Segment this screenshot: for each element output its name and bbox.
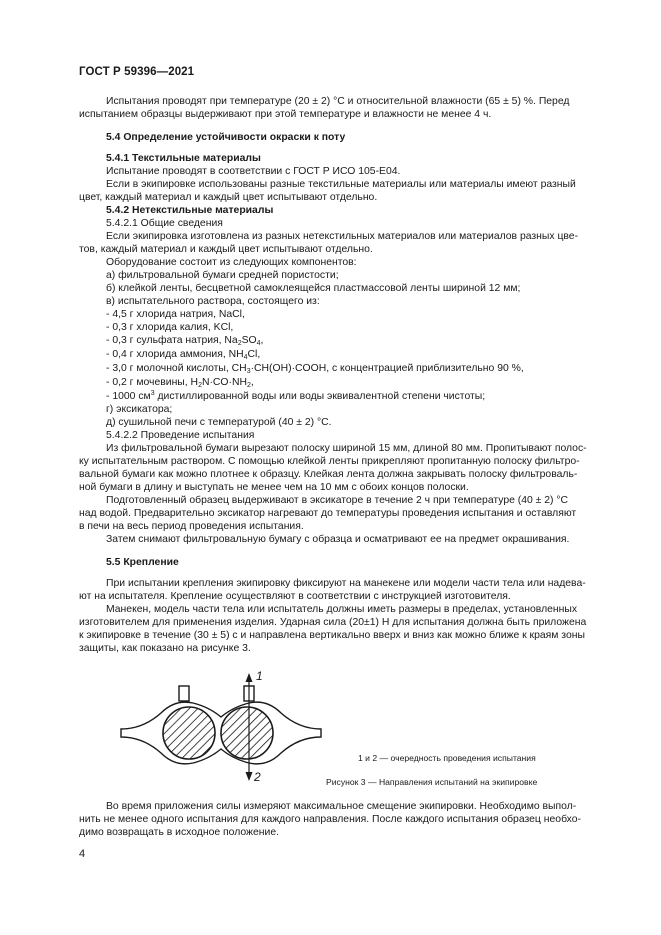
section-5-5-title: 5.5 Крепление <box>106 557 179 568</box>
paragraph-line: Подготовленный образец выдерживают в эксикаторе в течение 2 ч при температуре (40 ± 2) °С <box>106 495 569 506</box>
list-item-urea: - 0,2 г мочевины, $H_2N\cdot CO\cdot NH_2$, <box>106 377 254 389</box>
list-item-sodium-sulfate: - 0,3 г сульфата натрия, $Na_2SO_4$, <box>106 335 264 347</box>
paragraph-line: защиты, как показано на рисунке 3. <box>79 643 251 654</box>
left-tab <box>179 686 189 701</box>
list-item: д) сушильной печи с температурой (40 ± 2) °С. <box>106 417 332 428</box>
paragraph-line: цвет, каждый материал и каждый цвет испытывают отдельно. <box>79 192 378 203</box>
figure-note: 1 и 2 — очередность проведения испытания <box>358 753 536 763</box>
left-hatched-circle <box>163 707 215 759</box>
section-5-4-2-2-title: 5.4.2.2 Проведение испытания <box>106 430 255 441</box>
intro-line-2: испытанием образцы выдерживают при этой температуре и влажности не менее 4 ч. <box>79 109 492 120</box>
list-item: г) эксикатора; <box>106 404 173 415</box>
paragraph-line: Если экипировка изготовлена из разных нетекстильных материалов или материалов разных цве- <box>106 231 579 242</box>
paragraph-line: Затем снимают фильтровальную бумагу с образца и осматривают ее на предмет окрашивания. <box>106 534 570 545</box>
paragraph-line: Из фильтровальной бумаги вырезают полоску шириной 15 мм, длиной 80 мм. Пропитывают полос- <box>106 443 587 454</box>
paragraph-line: нить не менее одного испытания для каждого направления. После каждого испытания образец необхо- <box>79 814 581 825</box>
list-item: в) испытательного раствора, состоящего из: <box>106 296 320 307</box>
paragraph-line: тов, каждый материал и каждый цвет испытывают отдельно. <box>79 244 373 255</box>
paragraph-line: над водой. Предварительно эксикатор нагревают до температуры проведения испытания и оставляют <box>79 508 577 519</box>
section-5-4-2-1-title: 5.4.2.1 Общие сведения <box>106 218 223 229</box>
arrow-up-icon <box>246 673 253 682</box>
section-5-4-title: 5.4 Определение устойчивости окраски к поту <box>106 132 346 143</box>
arrow-down-label: 2 <box>254 770 261 784</box>
paragraph-line: Если в экипировке использованы разные текстильные материалы или материалы имеют разный <box>106 179 576 190</box>
list-item: а) фильтровальной бумаги средней пористости; <box>106 270 339 281</box>
paragraph-line: в печи на весь период проведения испытания. <box>79 521 304 532</box>
arrow-down-icon <box>246 772 253 781</box>
intro-line-1: Испытания проводят при температуре (20 ± 2) °С и относительной влажности (65 ± 5) %. Перед <box>106 96 570 107</box>
right-hatched-circle <box>221 707 273 759</box>
list-item: б) клейкой ленты, бесцветной самоклеящейся пластмассовой ленты шириной 12 мм; <box>106 283 521 294</box>
paragraph-line: Во время приложения силы измеряют максимальное смещение экипировки. Необходимо выпол- <box>106 801 577 812</box>
list-item-water: - 1000 $см^3$ дистиллированной воды или воды эквивалентной степени чистоты; <box>106 390 486 402</box>
paragraph-line: Манекен, модель части тела или испытатель должны иметь размеры в пределах, установленных <box>106 604 578 615</box>
arrow-up-label: 1 <box>256 669 263 683</box>
paragraph-line: Испытание проводят в соответствии с ГОСТ Р ИСО 105-E04. <box>106 166 401 177</box>
list-item-ammonium-chloride: - 0,4 г хлорида аммония, $NH_4Cl$, <box>106 349 261 361</box>
paragraph-line: Оборудование состоит из следующих компонентов: <box>106 257 357 268</box>
figure-caption: Рисунок 3 — Направления испытаний на экипировке <box>326 777 538 787</box>
section-5-4-2-title: 5.4.2 Нетекстильные материалы <box>106 205 274 216</box>
list-item: - 0,3 г хлорида калия, KCl, <box>106 322 234 333</box>
document-header: ГОСТ Р 59396—2021 <box>79 66 195 78</box>
paragraph-line: димо возвращать в исходное положение. <box>79 827 279 838</box>
paragraph-line: к экипировке в течение (30 ± 5) с и направлена вертикально вверх и вниз как можно ближе к краям зоны <box>79 630 585 641</box>
paragraph-line: изготовителем для применения изделия. Ударная сила (20±1) Н для испытания должна быть приложена <box>79 617 587 628</box>
section-5-4-1-title: 5.4.1 Текстильные материалы <box>106 153 261 164</box>
paragraph-line: вальной бумаги как можно плотнее к образцу. Клейкая лента должна закрывать полоску фильтроваль- <box>79 469 578 480</box>
paragraph-line: ку испытательным раствором. С помощью клейкой ленты прикрепляют пропитанную полоску фильтро- <box>79 456 580 467</box>
page-number: 4 <box>79 848 86 860</box>
paragraph-line: ют на испытателя. Крепление осуществляют в соответствии с инструкцией изготовителя. <box>79 591 511 602</box>
list-item-lactic-acid: - 3,0 г молочной кислоты, $CH_3\cdot CH(OH)\cdot COOH$, с концентрацией приблизительно 90 %, <box>106 363 524 375</box>
list-item: - 4,5 г хлорида натрия, NaCl, <box>106 309 245 320</box>
figure-3-diagram <box>105 665 335 790</box>
paragraph-line: При испытании крепления экипировку фиксируют на манекене или модели части тела или надева- <box>106 578 586 589</box>
paragraph-line: ной бумаги в длину и выступать не менее чем на 10 мм с обоих концов полоски. <box>79 482 469 493</box>
